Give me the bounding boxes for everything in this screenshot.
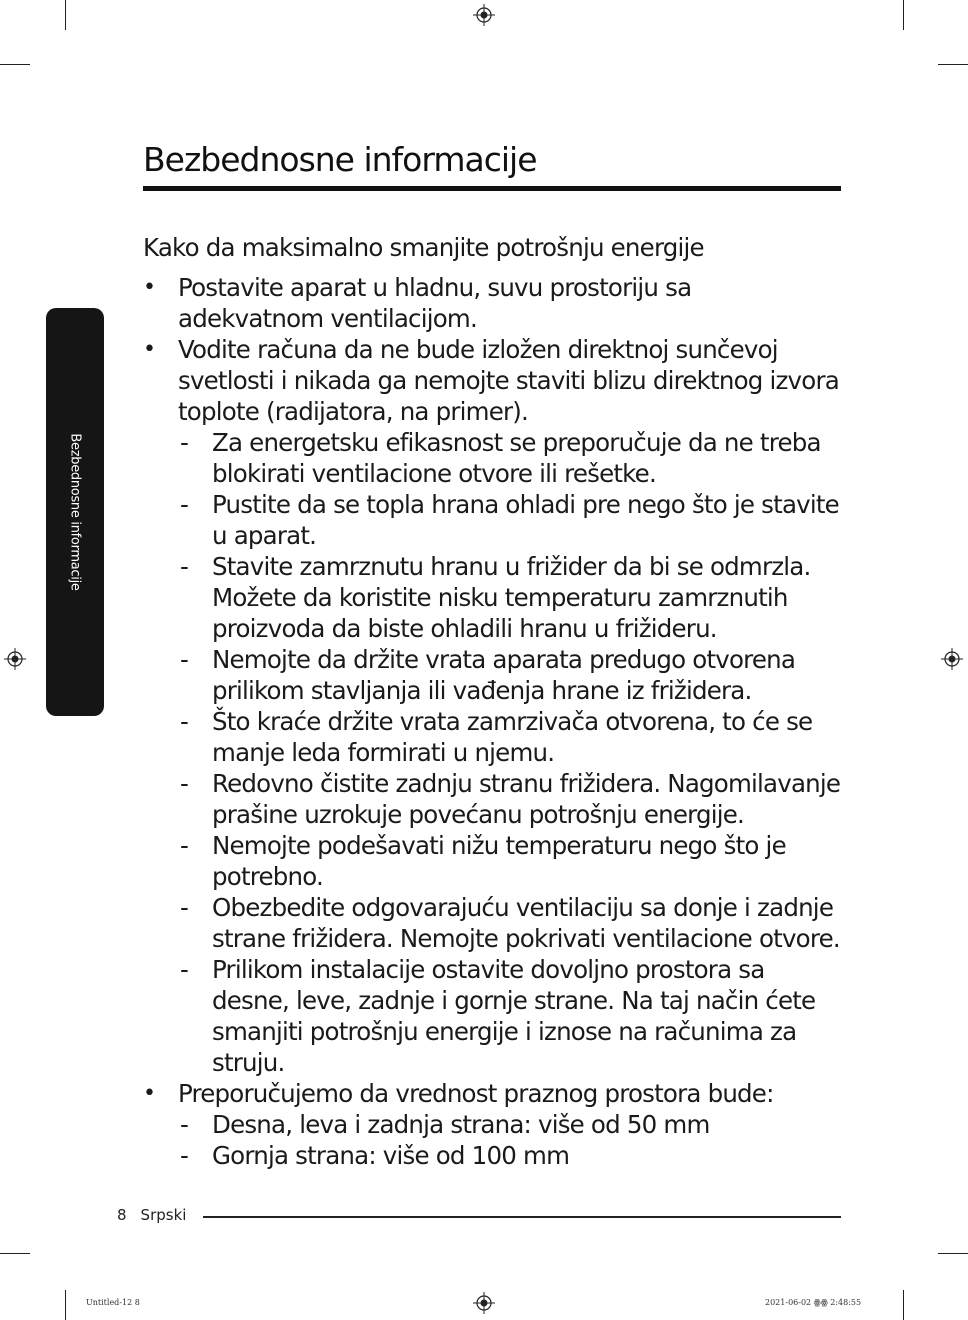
crop-mark — [0, 1253, 30, 1254]
bullet-list — [143, 272, 843, 1171]
section-heading: Kako da maksimalno smanjite potrošnju energije — [143, 233, 704, 262]
sub-list — [178, 427, 843, 1078]
crop-mark — [0, 64, 30, 65]
side-section-tab — [46, 308, 104, 716]
crop-mark — [65, 1290, 66, 1320]
page-footer — [117, 1206, 186, 1224]
bullet-text: Postavite aparat u hladnu, suvu prostoriju sa adekvatnom ventilacijom. — [178, 273, 692, 333]
sub-item: - Desna, leva i zadnja strana: više od 50 mm — [178, 1109, 843, 1140]
print-slug-right: 2021-06-02 ꙮꙮ 2:48:55 — [765, 1298, 862, 1307]
page-number: 8 — [117, 1206, 127, 1224]
bullet-item — [143, 1078, 843, 1171]
registration-mark-icon — [4, 648, 26, 670]
footer-language: Srpski — [140, 1206, 187, 1224]
sub-item: - Obezbedite odgovarajuću ventilaciju sa donje i zadnje strane frižidera. Nemojte pokrivati ventilacione otvore. — [178, 892, 843, 954]
sub-item: - Pustite da se topla hrana ohladi pre nego što je stavite u aparat. — [178, 489, 843, 551]
sub-item: - Stavite zamrznutu hranu u frižider da bi se odmrzla. Možete da koristite nisku temperaturu zamrznutih proizvoda da biste ohladili hranu u frižideru. — [178, 551, 843, 644]
crop-mark — [903, 1290, 904, 1320]
registration-mark-icon — [473, 1292, 495, 1314]
crop-mark — [65, 0, 66, 30]
registration-mark-icon — [941, 648, 963, 670]
title-divider — [143, 186, 841, 191]
crop-mark — [903, 0, 904, 30]
sub-item: - Prilikom instalacije ostavite dovoljno prostora sa desne, leve, zadnje i gornje strane. Na taj način ćete smanjiti potrošnju energije i iznose na računima za struju. — [178, 954, 843, 1078]
bullet-text: Vodite računa da ne bude izložen direktnoj sunčevoj svetlosti i nikada ga nemojte staviti blizu direktnog izvora toplote (radijatora, na primer). — [178, 335, 839, 426]
bullet-text: Preporučujemo da vrednost praznog prostora bude: — [178, 1079, 774, 1108]
crop-mark — [938, 64, 968, 65]
side-tab-label: Bezbednosne informacije — [67, 433, 83, 591]
bullet-item — [143, 334, 843, 1078]
section-content — [143, 232, 843, 1171]
sub-item: - Nemojte podešavati nižu temperaturu nego što je potrebno. — [178, 830, 843, 892]
crop-mark — [938, 1253, 968, 1254]
sub-item: - Gornja strana: više od 100 mm — [178, 1140, 843, 1171]
registration-mark-icon — [473, 4, 495, 26]
page-title: Bezbednosne informacije — [143, 140, 537, 179]
sub-item: - Nemojte da držite vrata aparata predugo otvorena prilikom stavljanja ili vađenja hrane iz frižidera. — [178, 644, 843, 706]
bullet-item — [143, 272, 843, 334]
print-slug-left: Untitled-12 8 — [86, 1298, 140, 1307]
sub-list — [178, 1109, 843, 1171]
sub-item: - Redovno čistite zadnju stranu frižidera. Nagomilavanje prašine uzrokuje povećanu potrošnju energije. — [178, 768, 843, 830]
sub-item: - Za energetsku efikasnost se preporučuje da ne treba blokirati ventilacione otvore ili rešetke. — [178, 427, 843, 489]
footer-divider — [203, 1216, 841, 1218]
sub-item: - Što kraće držite vrata zamrzivača otvorena, to će se manje leda formirati u njemu. — [178, 706, 843, 768]
